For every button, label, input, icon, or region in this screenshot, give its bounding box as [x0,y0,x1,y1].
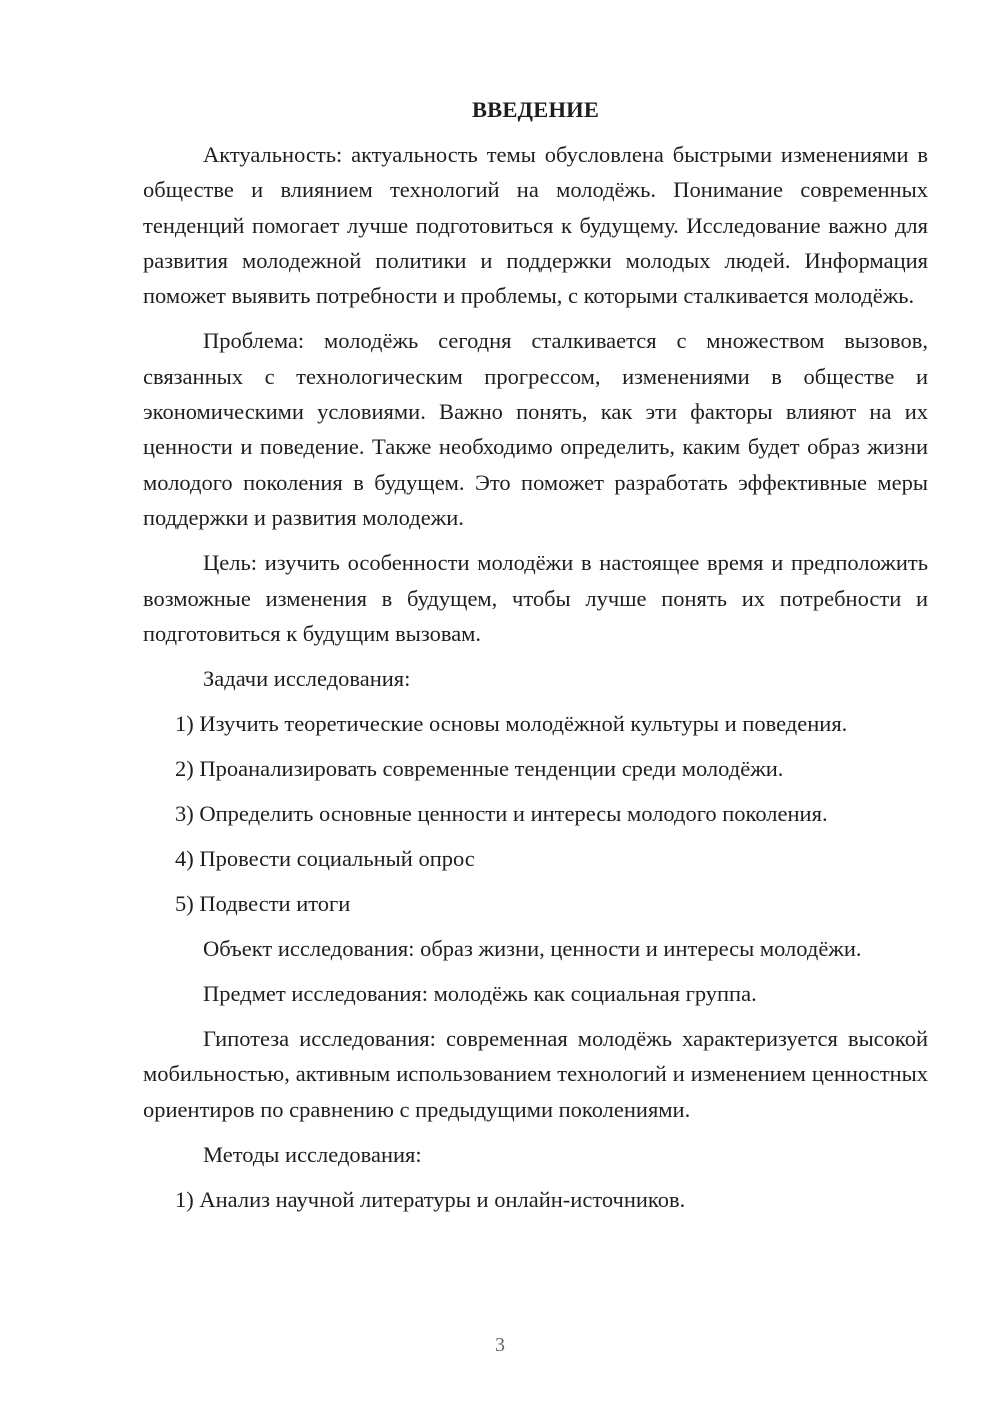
object-line: Объект исследования: образ жизни, ценности и интересы молодёжи. [203,936,862,962]
problem-paragraph: Проблема: молодёжь сегодня сталкивается с множеством вызовов, связанных с технологическим прогрессом, изменениями в обществе и экономическими условиями. Важно понять, как эти факторы влияют на их ценности и поведение. Также необходимо определить, каким будет образ жизни молодого поколения в будущем. Это поможет разработать эффективные меры поддержки и развития молодежи. [143,328,928,530]
section-title: ВВЕДЕНИЕ [471,97,600,122]
task-item: 2) Проанализировать современные тенденции среди молодёжи. [175,756,784,782]
task-item: 1) Изучить теоретические основы молодёжной культуры и поведения. [175,711,848,737]
method-item: 1) Анализ научной литературы и онлайн-источников. [175,1187,686,1213]
task-item: 3) Определить основные ценности и интересы молодого поколения. [175,801,828,827]
hypothesis-paragraph: Гипотеза исследования: современная молодёжь характеризуется высокой мобильностью, активным использованием технологий и изменением ценностных ориентиров по сравнению с предыдущими поколениями. [143,1026,928,1122]
goal-paragraph: Цель: изучить особенности молодёжи в настоящее время и предположить возможные изменения в будущем, чтобы лучше понять их потребности и подготовиться к будущим вызовам. [143,550,928,646]
methods-heading: Методы исследования: [203,1142,422,1168]
document-page [143,94,928,1227]
page-number: 3 [495,1334,505,1356]
task-item: 4) Провести социальный опрос [175,846,475,872]
subject-line: Предмет исследования: молодёжь как социальная группа. [203,981,757,1007]
tasks-heading: Задачи исследования: [203,666,411,692]
task-item: 5) Подвести итоги [175,891,351,917]
relevance-paragraph: Актуальность: актуальность темы обусловлена быстрыми изменениями в обществе и влиянием технологий на молодёжь. Понимание современных тенденций помогает лучше подготовиться к будущему. Исследование важно для развития молодежной политики и поддержки молодых людей. Информация поможет выявить потребности и проблемы, с которыми сталкивается молодёжь. [143,142,928,309]
